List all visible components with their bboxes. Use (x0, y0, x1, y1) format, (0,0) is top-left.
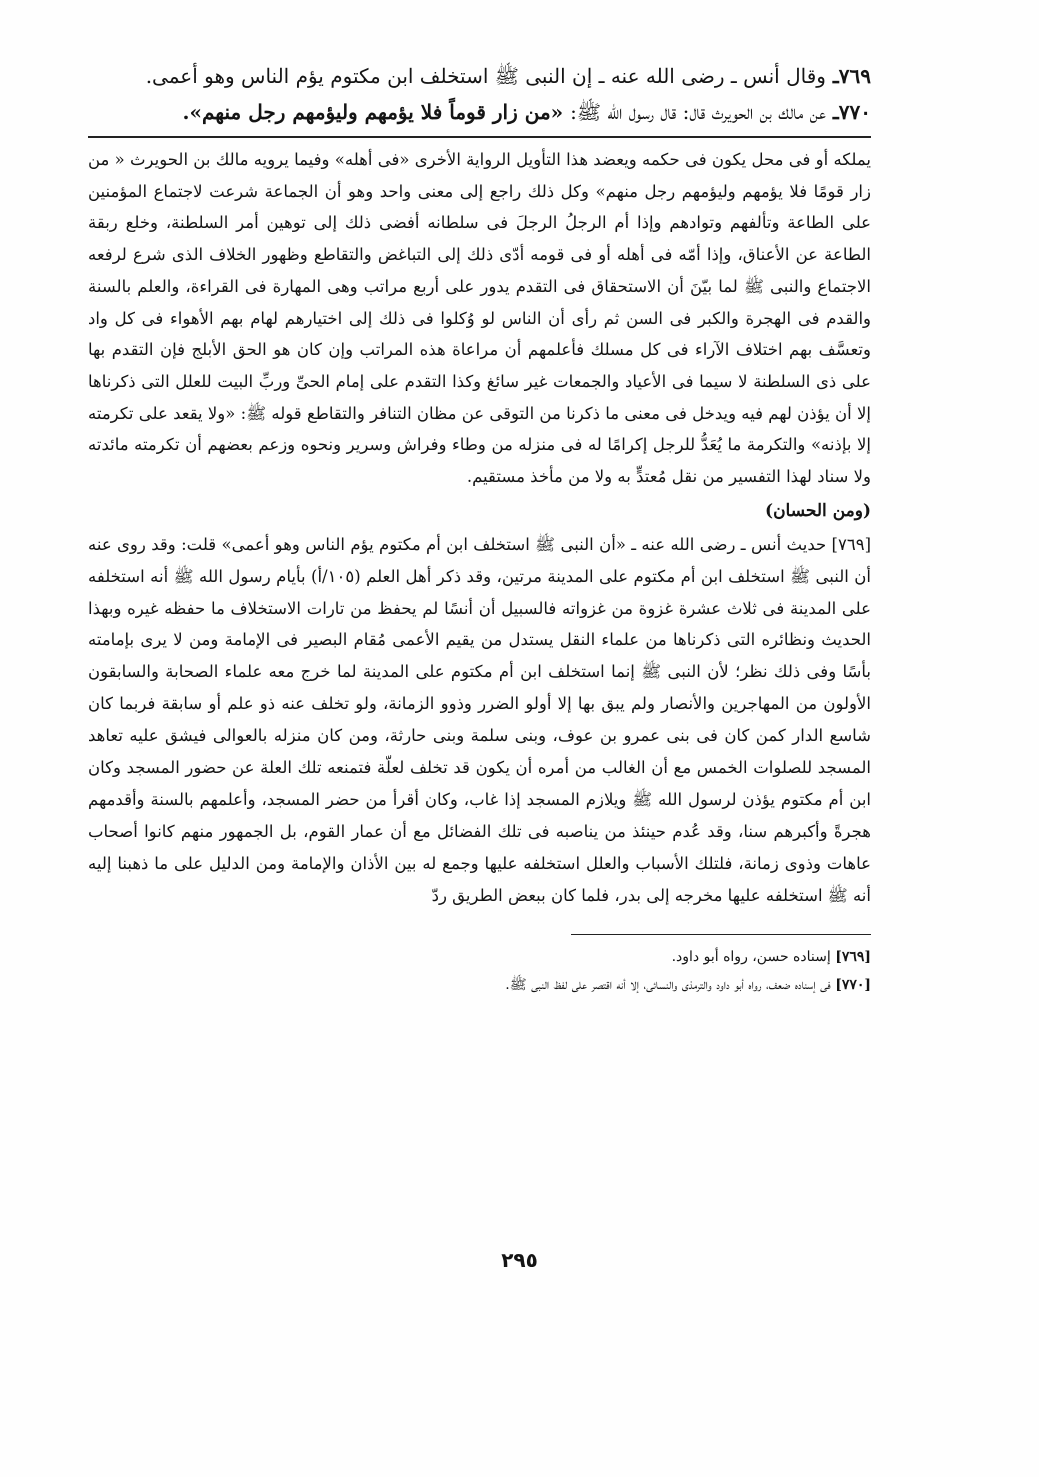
footnote (88, 943, 871, 971)
page-number: ٢٩٥ (501, 1248, 538, 1272)
commentary-paragraph: يملكه أو فى محل يكون فى حكمه ويعضد هذا التأويل الرواية الأخرى «فى أهله» وفيما يرويه مالك بن الحويرث « من زار قومًا فلا يؤمهم وليؤمهم رجل منهم» وكل ذلك راجع إلى معنى واحد وهو أن الجماعة شرعت لاجتماع المؤمنين على الطاعة وتألفهم وتوادهم وإذا أم الرجلُ الرجلَ فى سلطانه أفضى ذلك إلى توهين أمر السلطنة، وخلع ربقة الطاعة عن الأعناق، وإذا أمّه فى أهله أو فى قومه أدّى ذلك إلى التباغض والتقاطع وظهور الخلاف الذى شرع لرفعه الاجتماع والنبى ﷺ لما بيّنَ أن الاستحقاق فى التقدم يدور على أربع مراتب وهى المهارة فى القراءة، والعلم بالسنة والقدم فى الهجرة والكبر فى السن ثم رأى أن الناس لو وُكلوا فى ذلك إلى اختيارهم لهام بهم الأهواء فى كل واد وتعسَّف بهم اختلاف الآراء فى كل مسلك فأعلمهم أن مراعاة هذه المراتب وإن كان هو الحق الأبلج فإن التقدم بها على ذى السلطنة لا سيما فى الأعياد والجمعات غير سائغ وكذا التقدم على إمام الحىِّ وربِّ البيت للعلل التى ذكرناها إلا أن يؤذن لهم فيه ويدخل فى معنى ما ذكرنا من التوقى عن مظان التنافر والتقاطع قوله ﷺ: «ولا يقعد على تكرمته إلا بإذنه» والتكرمة ما يُعَدُّ للرجل إكرامًا له فى منزله من وطاء وفراش وسرير ونحوه وزعم بعضهم أن تكرمته مائدته ولا سناد لهذا التفسير من نقل مُعتدٍّ به ولا من مأخذ مستقيم. (88, 150, 871, 487)
hadith-number: ٧٦٩ـ (832, 64, 871, 88)
section-divider (88, 136, 871, 138)
footnote-divider (571, 934, 871, 935)
hadith-number: ٧٧٠ـ (832, 100, 871, 124)
section-heading: (ومن الحسان) (765, 500, 871, 521)
hadith-quote: «من زار قوماً فلا يؤمهم وليؤمهم رجل منهم». (182, 100, 564, 124)
hasan-commentary: [٧٦٩] حديث أنس ـ رضى الله عنه ـ «أن النبى ﷺ استخلف ابن أم مكتوم يؤم الناس وهو أعمى» قلت: وقد روى عنه أن النبى ﷺ استخلف ابن أم مكتوم على المدينة مرتين، وقد ذكر أهل العلم (١٠٥/أ) بأيام رسول الله ﷺ أنه استخلفه على المدينة فى ثلاث عشرة غزوة من غزواته فالسبيل أن أنسًا لم يحفظ من تارات الاستخلاف ما حفظه غيره وبهذا الحديث ونظائره التى ذكرناها من علماء النقل يستدل من يقيم الأعمى مُقام البصير فى الإمامة ومن لا يرى بإمامته بأسًا وفى ذلك نظر؛ لأن النبى ﷺ إنما استخلف ابن أم مكتوم على المدينة لما خرج معه علماء الصحابة والسابقون الأولون من المهاجرين والأنصار ولم يبق بها إلا أولو الضرر وذوو الزمانة، ولو تخلف عنه ذو علم أو سابقة فربما كان شاسع الدار كمن كان فى بنى عمرو بن عوف، وبنى سلمة وبنى حارثة، ومن كان منزله بالعوالى فيشق عليه تعاهد المسجد للصلوات الخمس مع أن الغالب من أمره أن يكون قد تخلف لعلّة فتمنعه تلك العلة عن حضور المسجد وكان ابن أم مكتوم يؤذن لرسول الله ﷺ ويلازم المسجد إذا غاب، وكان أقرأ من حضر المسجد، وأعلمهم بالسنة وأقدمهم هجرةً وأكبرهم سنا، وقد عُدم حينئذ من يناصبه فى تلك الفضائل مع أن عمار القوم، بل الجمهور منهم كانوا أصحاب عاهات وذوى زمانة، فلتلك الأسباب والعلل استخلفه عليها وجمع له بين الأذان والإمامة ومن الدليل على ما ذهبنا إليه أنه ﷺ استخلفه عليها مخرجه إلى بدر، فلما كان ببعض الطريق ردّ (88, 534, 871, 905)
hadith-text: وقال أنس ـ رضى الله عنه ـ إن النبى ﷺ استخلف ابن مكتوم يؤم الناس وهو أعمى. (145, 64, 826, 88)
footnote-text: إسناده حسن، رواه أبو داود. (671, 948, 831, 965)
footnote (88, 971, 871, 999)
footnote-number: [٧٦٩] (835, 948, 871, 965)
footnote-text: فى إسناده ضعف، رواه أبو داود والترمذى والنسائى، إلا أنه اقتصر على لفظ النبى ﷺ. (505, 976, 831, 993)
hadith-770 (88, 94, 871, 130)
hadith-769 (88, 58, 871, 94)
hadith-text: عن مالك بن الحويرث قال: قال رسول الله ﷺ: (570, 100, 826, 124)
footnote-number: [٧٧٠] (835, 976, 871, 993)
footnotes (88, 943, 871, 999)
